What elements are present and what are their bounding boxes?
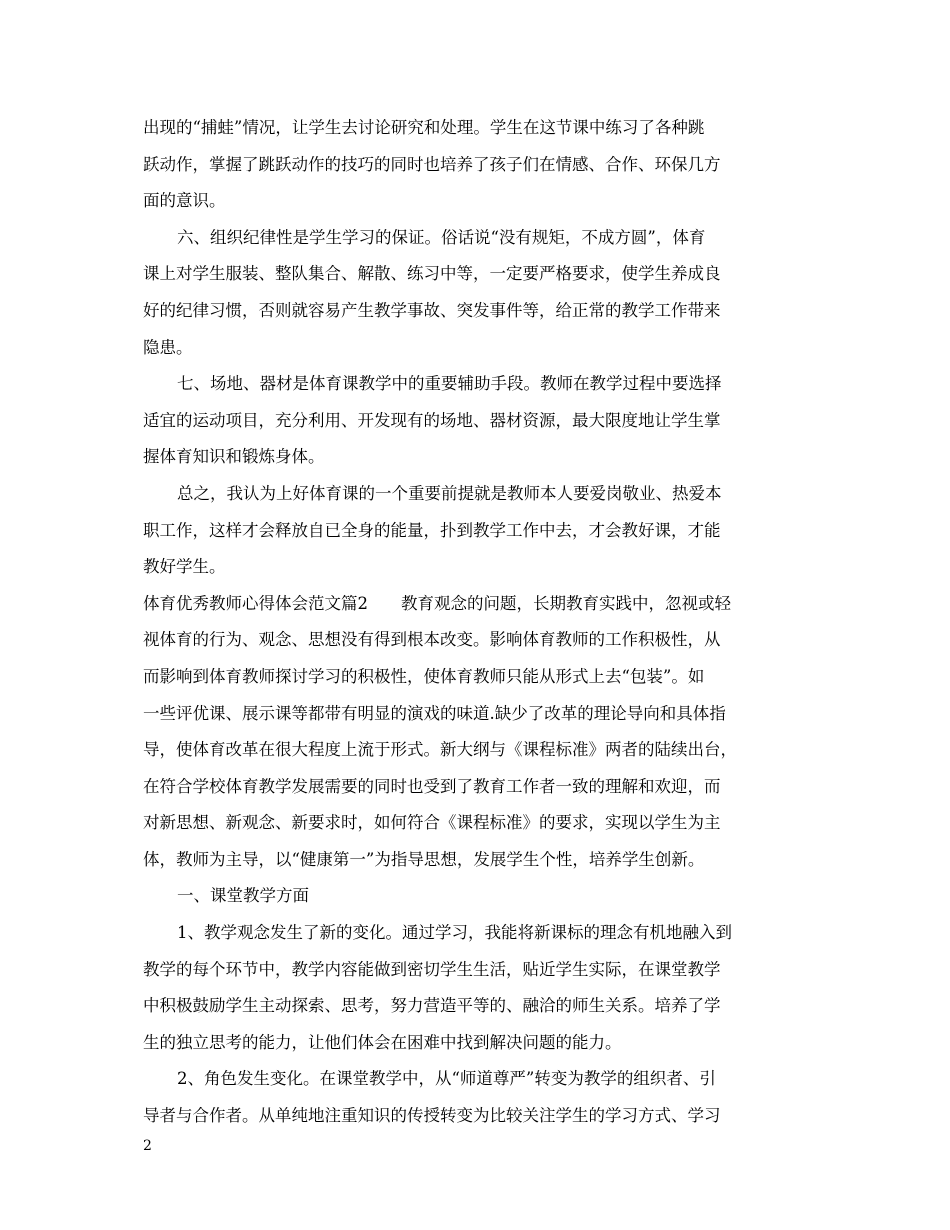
text-line: 出现的“捕蛙”情况，让学生去讨论研究和处理。学生在这节课中练习了各种跳 — [143, 118, 705, 137]
text-line: 导者与合作者。从单纯地注重知识的传授转变为比较关注学生的学习方式、学习 — [143, 1106, 721, 1126]
text-line: 体，教师为主导，以“健康第一”为指导思想，发展学生个性，培养学生创新。 — [143, 849, 705, 869]
body-text — [143, 110, 828, 1135]
text-line: 而影响到体育教师探讨学习的积极性，使体育教师只能从形式上去“包装”。如 — [143, 666, 705, 686]
text-line: 面的意识。 — [143, 191, 226, 211]
text-line: 职工作，这样才会释放自已全身的能量，扑到教学工作中去，才会教好课，才能 — [143, 520, 721, 540]
text-line: 好的纪律习惯，否则就容易产生教学事故、突发事件等，给正常的教学工作带来 — [143, 300, 721, 320]
text-line: 一、课堂教学方面 — [177, 886, 309, 906]
text-line: 中积极鼓励学生主动探索、思考，努力营造平等的、融洽的师生关系。培养了学 — [143, 996, 721, 1016]
text-line: 视体育的行为、观念、思想没有得到根本改变。影响体育教师的工作积极性，从 — [143, 630, 721, 650]
text-line: 六、组织纪律性是学生学习的保证。俗话说“没有规矩，不成方圆”，体育 — [177, 227, 706, 247]
text-line: 导，使体育改革在很大程度上流于形式。新大纲与《课程标准》两者的陆续出台， — [143, 740, 737, 760]
text-line: 对新思想、新观念、新要求时，如何符合《课程标准》的要求，实现以学生为主 — [143, 813, 721, 833]
text-line: 生的独立思考的能力，让他们体会在困难中找到解决问题的能力。 — [143, 1032, 622, 1052]
text-line: 教学的每个环节中，教学内容能做到密切学生生活，贴近学生实际，在课堂教学 — [143, 959, 721, 979]
text-line: 总之，我认为上好体育课的一个重要前提就是教师本人要爱岗敬业、热爱本 — [177, 483, 722, 503]
text-line: 2、角色发生变化。在课堂教学中，从“师道尊严”转变为教学的组织者、引 — [177, 1069, 716, 1089]
text-line: 一些评优课、展示课等都带有明显的演戏的味道.缺少了改革的理论导向和具体指 — [143, 703, 726, 723]
text-line: 课上对学生服装、整队集合、解散、练习中等，一定要严格要求，使学生养成良 — [143, 264, 721, 284]
text-line: 教好学生。 — [143, 557, 226, 577]
text-line: 1、教学观念发生了新的变化。通过学习，我能将新课标的理念有机地融入到 — [177, 923, 732, 943]
text-line: 适宜的运动项目，充分利用、开发现有的场地、器材资源，最大限度地让学生掌 — [143, 410, 721, 430]
text-line: 七、场地、器材是体育课教学中的重要辅助手段。教师在教学过程中要选择 — [177, 374, 722, 394]
text-line: 握体育知识和锻炼身体。 — [143, 447, 325, 467]
page-number: 2 — [143, 1138, 152, 1154]
text-line: 隐患。 — [143, 337, 193, 357]
text-line: 在符合学校体育教学发展需要的同时也受到了教育工作者一致的理解和欢迎，而 — [143, 776, 721, 796]
text-line: 跃动作，掌握了跳跃动作的技巧的同时也培养了孩子们在情感、合作、环保几方 — [143, 154, 721, 174]
text-line: 体育优秀教师心得体会范文篇2 教育观念的问题，长期教育实践中，忽视或轻 — [143, 593, 731, 613]
